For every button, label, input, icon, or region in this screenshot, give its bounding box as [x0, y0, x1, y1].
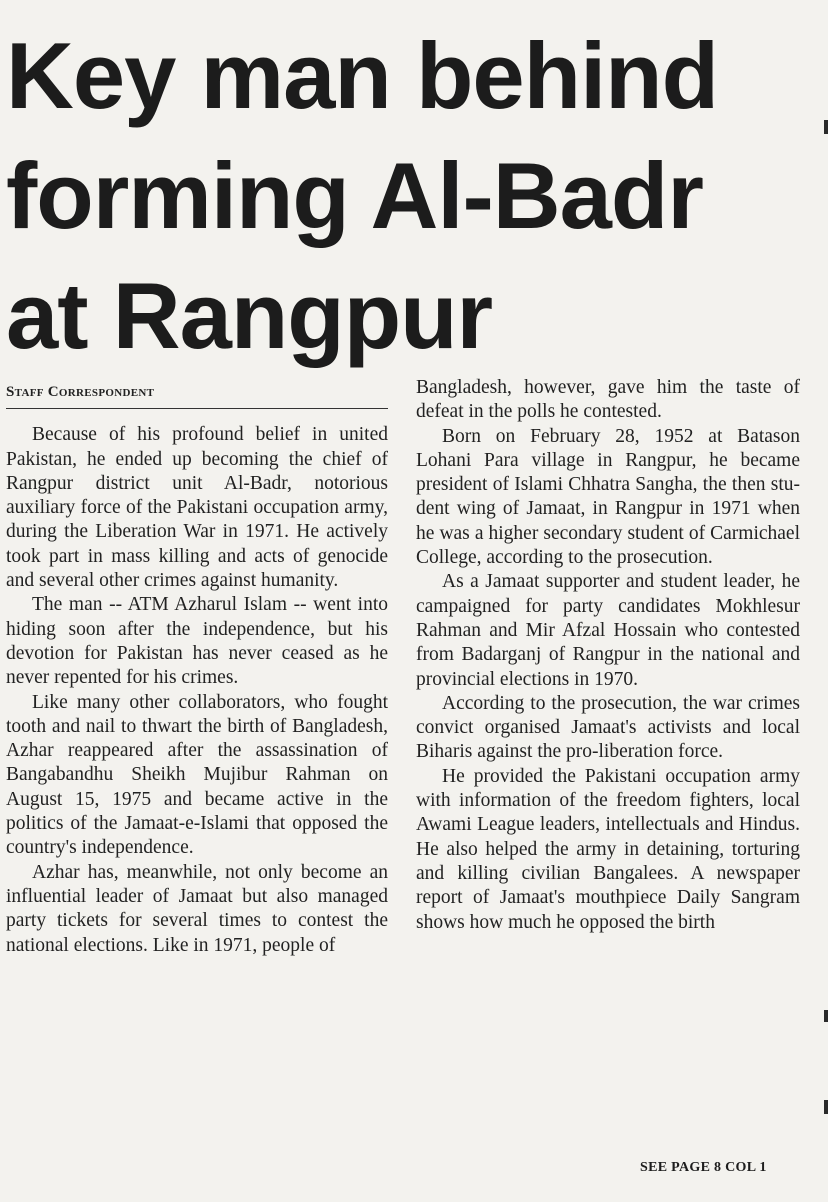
article-column-left: [6, 376, 388, 958]
headline-line-1: Key man behind: [6, 23, 719, 128]
paragraph-7: According to the prosecution, the war crimes convict organised Jamaat's activists and local Biharis against the pro-liberation force.: [416, 692, 800, 763]
headline: [6, 16, 816, 376]
adjacent-column-edge: [824, 120, 828, 134]
adjacent-column-edge: [824, 1100, 828, 1114]
paragraph-5: Born on February 28, 1952 at Batason Lohani Para village in Rangpur, he became president of Islami Chhatra Sangha, the then student wing of Jamaat, in Rangpur in 1971 when he was a higher secondary student of Carmichael College, according to the prosecution.: [416, 425, 800, 569]
paragraph-6: As a Jamaat supporter and student leader, he campaigned for party candidates Mokhlesur Rahman and Mir Afzal Hossain who contested from Badarganj of Rangpur in the national and provincial elections in 1970.: [416, 571, 800, 690]
paragraph-3: Like many other collaborators, who fought tooth and nail to thwart the birth of Bangladesh, Azhar reappeared after the assassination of Bangabandhu Sheikh Mujibur Rahman on August 15, 1975 and became active in the politics of the Jamaat-e-Islami that opposed the country's independence.: [6, 691, 388, 859]
continuation-jump-line: SEE PAGE 8 COL 1: [640, 1160, 767, 1175]
paragraph-8: He provided the Pakistani occupation army with information of the freedom fighters, local Awami League leaders, intellectuals and Hindus. He also helped the army in detaining, torturing and killing civilian Bangalees. A newspaper report of Jamaat's mouthpiece Daily Sangram shows how much he opposed the birth: [416, 765, 800, 933]
paragraph-1: Because of his profound belief in united Pakistan, he ended up becoming the chief of Rangpur district unit Al-Badr, notorious auxiliary force of the Pakistani occupation army, during the Liberation War in 1971. He actively took part in mass killing and acts of genocide and several other crimes against humanity.: [6, 424, 388, 592]
paragraph-4: Azhar has, meanwhile, not only become an influential leader of Jamaat but also managed party tickets for several times to contest the national elections. Like in 1971, people of: [6, 861, 388, 956]
byline: Staff Correspondent: [6, 376, 388, 409]
adjacent-column-edge: [824, 1010, 828, 1022]
headline-line-2: forming Al-Badr: [6, 143, 703, 248]
paragraph-2: The man -- ATM Azharul Islam -- went into hiding soon after the independence, but his devotion for Pakistan has never ceased as he never repented for his crimes.: [6, 594, 388, 689]
headline-line-3: at Rangpur: [6, 263, 493, 368]
paragraph-continuation: Bangladesh, however, gave him the taste of defeat in the polls he contested.: [416, 377, 800, 423]
article-column-right: [416, 376, 800, 935]
